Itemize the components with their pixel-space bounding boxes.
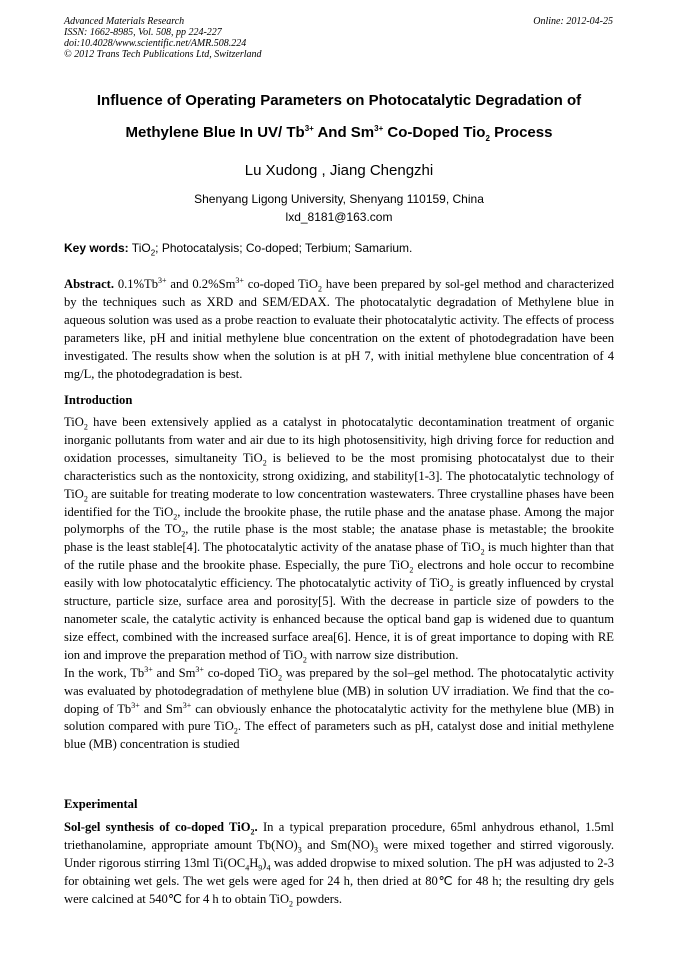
title-text: Methylene Blue In UV/ Tb [125, 124, 305, 141]
subscript: 2 [181, 529, 186, 539]
text: , include the brookite phase, the rutile phase and the anatase phase. Among the major polymorphs of the TO [64, 504, 614, 537]
text: . The effect of parameters such as pH, catalyst dose and initial methylene blue (MB) concentration is studied [64, 719, 615, 752]
text: was added dropwise to mixed solution. The pH was adjusted to 2-3 for obtaining wet gels. The wet gels were aged for 24 h, then dried at 80℃ for 48 h; the resulting dry gels were calcined at 540℃ for 4 h to obtain TiO [64, 855, 614, 906]
journal-header [64, 16, 262, 60]
subsection-heading-text: . [254, 820, 258, 834]
author-email[interactable]: lxd_8181@163.com [285, 210, 393, 224]
paper-title-line-2 [40, 124, 638, 141]
superscript: 3+ [131, 700, 140, 710]
subscript: 4 [266, 863, 271, 873]
subsection-heading-text: Sol-gel synthesis of co-doped TiO [64, 820, 251, 834]
subscript: 2 [409, 565, 414, 575]
text: , the rutile phase is the most stable; the anatase phase is metastable; the brookite phase is the least stable[4]. The photocatalytic activity of the anatase phase of TiO [64, 522, 615, 555]
issn-line: ISSN: 1662-8985, Vol. 508, pp 224-227 [64, 27, 222, 38]
subscript: 2 [449, 583, 454, 593]
subscript: 9 [258, 863, 263, 873]
author-list: Lu Xudong , Jiang Chengzhi [244, 162, 434, 179]
abstract-paragraph [64, 276, 614, 383]
subscript: 2 [302, 655, 307, 665]
keywords-subscript: 2 [150, 248, 156, 258]
subscript: 2 [318, 284, 323, 294]
text: and Sm(NO) [301, 837, 375, 852]
text: co-doped TiO [203, 665, 279, 680]
text: are suitable for treating moderate to low concentration wastewaters. Three crystalline phases have been identified for the TiO [64, 486, 614, 519]
text: is believed to be the most promising photocatalyst due to their characteristics such as the nontoxicity, strong oxidizing, and stability[1-3]. The photocatalytic technology of TiO [64, 450, 614, 501]
keywords [64, 241, 413, 258]
keywords-text: ; Photocatalysis; Co-doped; Terbium; Samarium. [155, 241, 413, 255]
copyright-line: © 2012 Trans Tech Publications Ltd, Switzerland [64, 49, 262, 60]
text: can obviously enhance the photocatalytic activity for the methylene blue (MB) in solution compared with pure TiO [64, 701, 614, 734]
introduction-paragraph-2 [64, 665, 614, 755]
text: TiO [64, 415, 84, 429]
text: ) [262, 855, 267, 870]
title-text: Co-Doped Tio [383, 124, 486, 141]
section-heading-introduction: Introduction [64, 393, 133, 407]
abstract-text: have been prepared by sol-gel method and characterized by the techniques such as XRD and SEM/EDAX. The photocatalytic degradation of Methylene blue in aqueous solution was used as a probe reaction to evaluate their photocatalytic activity. The effects of process parameters like, pH and initial methylene blue concentration on the extent of photodegradation have been investigated. The results show when the solution is at pH 7, with initial methylene blue concentration of 4 mg/L, the photodegradation is best. [64, 277, 615, 381]
title-superscript: 3+ [304, 124, 314, 133]
online-date: Online: 2012-04-25 [533, 16, 613, 27]
title-subscript: 2 [485, 134, 490, 143]
subscript: 2 [233, 726, 238, 736]
superscript: 3+ [195, 664, 204, 674]
doi-link[interactable]: doi:10.4028/www.scientific.net/AMR.508.224 [64, 38, 247, 49]
section-heading-experimental: Experimental [64, 797, 138, 811]
paper-title-line-1: Influence of Operating Parameters on Photocatalytic Degradation of [96, 92, 582, 109]
subscript: 2 [173, 512, 178, 522]
text: with narrow size distribution. [306, 647, 459, 662]
subscript: 3 [297, 845, 302, 855]
abstract-label: Abstract. [64, 277, 115, 291]
abstract-text: co-doped TiO [243, 277, 319, 291]
text: is greatly influenced by crystal structure, particle size, surface area and porosity[5]. With the decrease in particle size of powders to the nanometer scale, the catalytic activity is enhanced because the optical band gap is widened due to quantum size effect, combined with the increased surface area[6]. Hence, it is of great importance to doping with RE ion and improve the preparation method of TiO [64, 576, 614, 662]
subscript: 4 [245, 863, 250, 873]
subscript: 2 [250, 827, 255, 837]
superscript: 3+ [144, 664, 153, 674]
introduction-paragraph-1 [64, 414, 614, 665]
keywords-label: Key words: [64, 241, 129, 255]
subscript: 2 [83, 494, 88, 504]
text: and Sm [152, 665, 196, 680]
subscript: 2 [83, 422, 88, 432]
superscript: 3+ [158, 275, 167, 285]
subscript: 2 [262, 458, 267, 468]
keywords-text: TiO [128, 241, 151, 255]
title-text: Process [489, 124, 553, 141]
text: have been extensively applied as a catalyst in photocatalytic decontamination treatment of organic inorganic pollutants from water and air due to its high photosensitivity, high driving force for reduction and oxidation processes, simultaneity TiO [64, 415, 614, 465]
superscript: 3+ [182, 700, 192, 710]
text: was prepared by the sol–gel method. The photocatalytic activity was evaluated by photodegradation of methylene blue (MB) in solution UV irradiation. We find that the co-doping of Tb [64, 665, 614, 716]
title-text: And Sm [313, 124, 375, 141]
introduction-body [64, 414, 614, 754]
text: were mixed together and stirred vigorously. Under rigorous stirring 13ml Ti(OC [64, 837, 614, 870]
subscript: 2 [480, 547, 485, 557]
superscript: 3+ [235, 275, 244, 285]
text: In a typical preparation procedure, 65ml anhydrous ethanol, 1.5ml triethanolamine, appropriate amount Tb(NO) [64, 820, 614, 852]
subscript: 2 [278, 673, 283, 683]
subscript: 2 [289, 899, 294, 909]
abstract-text: 0.1%Tb [114, 277, 159, 291]
experimental-paragraph [64, 819, 614, 909]
abstract-text: and 0.2%Sm [166, 277, 236, 291]
journal-name: Advanced Materials Research [64, 16, 185, 27]
text: H [249, 855, 259, 870]
text: powders. [293, 891, 343, 906]
text: In the work, Tb [64, 665, 145, 680]
text: and Sm [139, 701, 183, 716]
text: electrons and hole occur to recombine easily with low photocatalytic efficiency. The photocatalytic activity of TiO [64, 558, 614, 591]
affiliation: Shenyang Ligong University, Shenyang 110159, China [194, 192, 484, 206]
subscript: 3 [374, 845, 379, 855]
text: is much highter than that of the rutile phase and the brookite phase. Especially, the pure TiO [64, 540, 614, 573]
title-superscript: 3+ [374, 124, 384, 133]
subsection-heading-sol-gel [64, 820, 258, 837]
